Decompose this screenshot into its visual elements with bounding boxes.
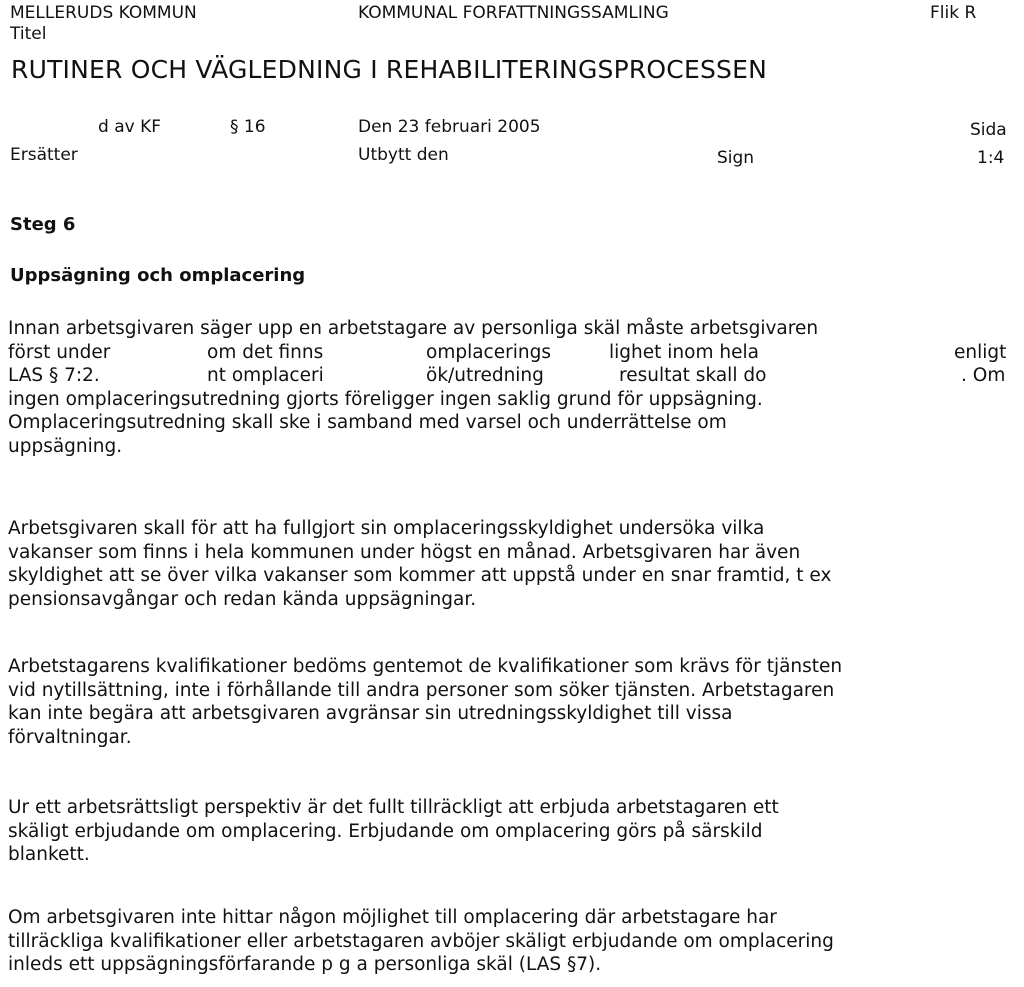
text-fragment: ök/utredning [426,365,544,386]
sign-label: Sign [717,148,755,168]
paragraph-line: Arbetsgivaren skall för att ha fullgjort sin omplaceringsskyldighet undersöka vilka [8,518,765,539]
page-number: 1:4 [977,148,1005,168]
text-fragment: omplacerings [426,341,551,363]
paragraph-line: Ur ett arbetsrättsligt perspektiv är det fullt tillräckligt att erbjuda arbetstagaren ett [8,797,779,818]
paragraph-line: vakanser som finns i hela kommunen under högst en månad. Arbetsgivaren har även [8,541,801,563]
paragraph-line: blankett. [8,844,90,865]
paragraph-line: Innan arbetsgivaren säger upp en arbetstagare av personliga skäl måste arbetsgivaren [8,318,819,339]
text-fragment: . Om [961,365,1006,386]
text-fragment: först under [8,341,111,363]
paragraph-line: pensionsavgångar och redan kända uppsägningar. [8,588,477,610]
text-fragment: resultat skall do [619,365,767,386]
text-fragment: nt omplaceri [207,365,324,386]
replaced-date-label: Utbytt den [358,145,449,165]
step-heading: Steg 6 [10,214,76,235]
paragraph-line: tillräckliga kvalifikationer eller arbetstagaren avböjer skäligt erbjudande om omplacering [8,930,834,952]
paragraph-line: uppsägning. [8,435,123,457]
paragraph-line: skäligt erbjudande om omplacering. Erbjudande om omplacering görs på särskild [8,820,763,842]
paragraph-line: ingen omplaceringsutredning gjorts föreligger ingen saklig grund för uppsägning. [8,388,763,410]
text-fragment: LAS § 7:2. [8,365,100,386]
paragraph-2 [8,517,1020,611]
paragraph-5 [8,906,1020,977]
adopted-by: d av KF [98,117,162,137]
paragraph-line [8,341,1020,365]
paragraph-line: Omplaceringsutredning skall ske i samband med varsel och underrättelse om [8,412,727,433]
document-title: RUTINER OCH VÄGLEDNING I REHABILITERINGSPROCESSEN [11,55,767,84]
text-fragment: lighet inom hela [609,341,759,363]
text-fragment: enligt [954,341,1007,363]
tab-label: Flik R [930,3,977,23]
section-heading: Uppsägning och omplacering [10,265,306,286]
paragraph-line: skyldighet att se över vilka vakanser som kommer att uppstå under en snar framtid, t ex [8,565,832,586]
collection-name: KOMMUNAL FORFATTNINGSSAMLING [358,3,669,23]
text-fragment: om det finns [207,341,324,363]
adoption-date: Den 23 februari 2005 [358,117,541,137]
paragraph-line: förvaltningar. [8,726,132,748]
paragraph-1 [8,317,1020,458]
paragraph-line: Arbetstagarens kvalifikationer bedöms gentemot de kvalifikationer som krävs för tjänsten [8,656,843,677]
paragraph-4 [8,796,1020,867]
paragraph-line: vid nytillsättning, inte i förhållande till andra personer som söker tjänsten. Arbetstagaren [8,679,835,701]
paragraph-line: kan inte begära att arbetsgivaren avgränsar sin utredningsskyldighet till vissa [8,703,733,724]
title-label: Titel [10,24,47,44]
paragraph-number: § 16 [230,117,266,137]
paragraph-line: Om arbetsgivaren inte hittar någon möjlighet till omplacering där arbetstagare har [8,907,777,928]
page-label: Sida [970,120,1007,140]
paragraph-line [8,364,1020,388]
municipality-name: MELLERUDS KOMMUN [10,3,197,23]
paragraph-3 [8,655,1020,749]
replaces-label: Ersätter [10,145,78,165]
paragraph-line: inleds ett uppsägningsförfarande p g a personliga skäl (LAS §7). [8,954,602,975]
